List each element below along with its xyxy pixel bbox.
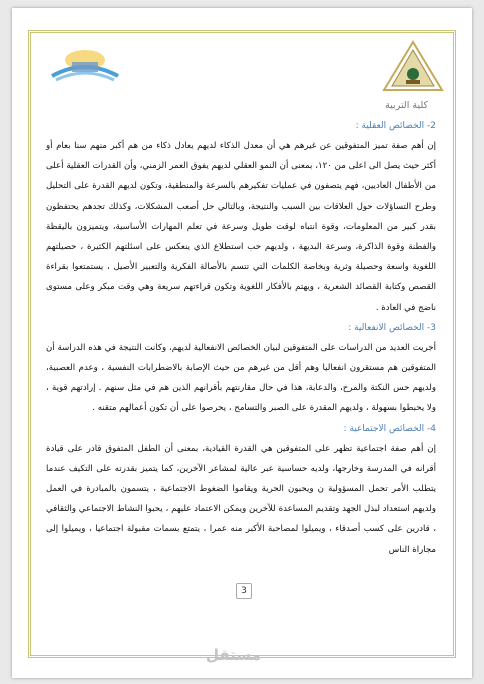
college-name: كلية التربية: [385, 100, 428, 111]
faculty-logo-icon: [42, 46, 128, 86]
page-number: 3: [236, 583, 252, 599]
document-body: [46, 116, 436, 560]
section-heading-emotional: 3- الخصائص الانفعالية :: [348, 322, 436, 333]
section-heading-social: 4- الخصائص الاجتماعية :: [343, 423, 436, 434]
section-paragraph-emotional: أجريت العديد من الدراسات على المتفوقين لبيان الخصائص الانفعالية لديهم، وكانت النتيجة في هذه الدراسة أن المتفوقين هم مستقرون انفعاليا وهم أقل من غيرهم من حيث الإصابة بالاضطرابات النفسية ، وعدم العصبية، ولديهم حس النكتة والمرح، والدعابة، هذا في حال مقارنتهم بأقرانهم الذين هم في مثل سنهم . إرادتهم قوية ، ولا يحبطوا بسهولة ، ولديهم المقدرة على الصبر والتسامح ، يحرصوا على أن تكون أعمالهم متقنه .: [46, 342, 436, 414]
document-page: [12, 8, 472, 678]
section-paragraph-mental: إن أهم صفة تميز المتفوقين عن غيرهم هي أن معدل الذكاء لديهم يعادل ذكاء من هم أكبر منهم سنا بعام أو أكثر حيث يصل الى اعلى من ١٢٠، بمعنى أن النمو العقلي لديهم يفوق العمر الزمني، وأن القدرات العقلية أعلى من الأطفال العاديين، فهم يتصفون في عمليات تفكيرهم بالسرعة والمنطقية، وتكون لديهم القدرة على التحليل وطرح التساؤلات حول العلاقات بين السبب والنتيجة، وبالتالي حل أصعب المشكلات، وكذلك تجدهم يحتفظون بقدر كبير من المعلومات، وقوة انتباه لوقت طويل وسرعة في تعلم المهارات الأساسية، ويتميزون باليقظة والفطنة وقوة الذاكرة، وسرعة البديهة ، ولديهم حب استطلاع الذي ينعكس على اسئلتهم الكثيرة ، حصيلتهم اللغوية واسعة وحصيلة وثرية وبخاصة الكلمات التي تتسم بالأصالة الفكرية والتعبير الأصيل ، يستمتعوا بقراءة القصص وكتابة القصائد الشعرية ، ويهتم بالأفكار اللغوية وتكون قراءتهم سريعة وهي وقت مبكر وعلى مستوى ناضج في العادة .: [46, 141, 436, 313]
section-paragraph-social: إن أهم صفة اجتماعية تظهر على المتفوقين هي القدرة القيادية، بمعنى أن الطفل المتفوق قادر على قيادة أقرانه في المدرسة وخارجها، ولديه حساسية عبر عالية لمشاعر الآخرين، كما يتميز بقدرته على التكيف عندما يتطلب الأمر تحمل المسؤولية ن ويحبون الحرية ويقاموا الضغوط الاجتماعية ، يتسمون بالمبادرة في العمل ولديهم استعداد لبذل الجهد وتقديم المساعدة للآخرين ويمكن الاعتماد عليهم ، يحبوا النشاط الاجتماعي والثقافي ، قادرين على كسب أصدقاء ، ويميلوا لمصاحبة الأكبر منه عمرا ، يتمتع بسمات مقبولة اجتماعيا ، ويميلوا إلى مجاراة الناس: [46, 443, 436, 555]
watermark-logo: مستقل: [206, 646, 261, 664]
university-emblem-icon: [382, 40, 444, 92]
section-heading-mental: 2- الخصائص العقلية :: [355, 121, 436, 131]
